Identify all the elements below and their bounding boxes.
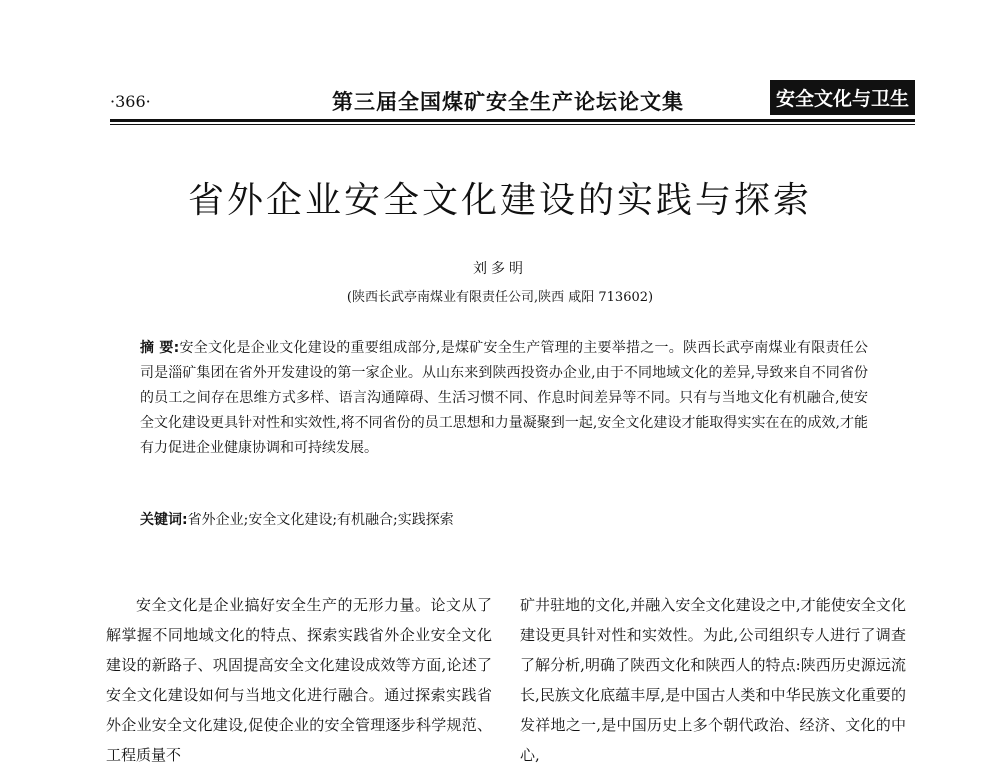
author-name: 刘多明	[473, 261, 527, 277]
body-column-right	[520, 590, 906, 770]
page-number: ·366·	[110, 92, 151, 111]
keywords-label: 关键词:	[140, 512, 188, 528]
author-affiliation: (陕西长武亭南煤业有限责任公司,陕西 咸阳 713602)	[346, 290, 654, 305]
body-paragraph-left: 安全文化是企业搞好安全生产的无形力量。论文从了解掌握不同地域文化的特点、探索实践省外企业安全文化建设的新路子、巩固提高安全文化建设成效等方面,论述了安全文化建设如何与当地文化进行融合。通过探索实践省外企业安全文化建设,促使企业的安全管理逐步科学规范、工程质量不	[106, 596, 492, 764]
article-title: 省外企业安全文化建设的实践与探索	[187, 180, 812, 221]
keywords-text: 省外企业;安全文化建设;有机融合;实践探索	[187, 512, 454, 528]
body-column-left	[106, 590, 492, 770]
running-header	[110, 80, 915, 120]
body-paragraph-right: 矿井驻地的文化,并融入安全文化建设之中,才能使安全文化建设更具针对性和实效性。为此,公司组织专人进行了调查了解分析,明确了陕西文化和陕西人的特点:陕西历史源远流长,民族文化底蕴丰厚,是中国古人类和中华民族文化重要的发祥地之一,是中国历史上多个朝代政治、经济、文化的中心,	[520, 596, 906, 764]
header-rule-thick	[110, 119, 915, 122]
conference-title: 第三届全国煤矿安全生产论坛论文集	[332, 90, 684, 114]
header-rule-thin	[110, 124, 915, 125]
section-tag: 安全文化与卫生	[770, 80, 915, 115]
abstract-label: 摘 要:	[140, 340, 180, 356]
abstract	[140, 336, 868, 461]
keywords	[140, 508, 868, 533]
abstract-text: 安全文化是企业文化建设的重要组成部分,是煤矿安全生产管理的主要举措之一。陕西长武亭南煤业有限责任公司是淄矿集团在省外开发建设的第一家企业。从山东来到陕西投资办企业,由于不同地域文化的差异,导致来自不同省份的员工之间存在思维方式多样、语言沟通障碍、生活习惯不同、作息时间差异等不同。只有与当地文化有机融合,使安全文化建设更具针对性和实效性,将不同省份的员工思想和力量凝聚到一起,安全文化建设才能取得实实在在的成效,才能有力促进企业健康协调和可持续发展。	[140, 340, 868, 456]
